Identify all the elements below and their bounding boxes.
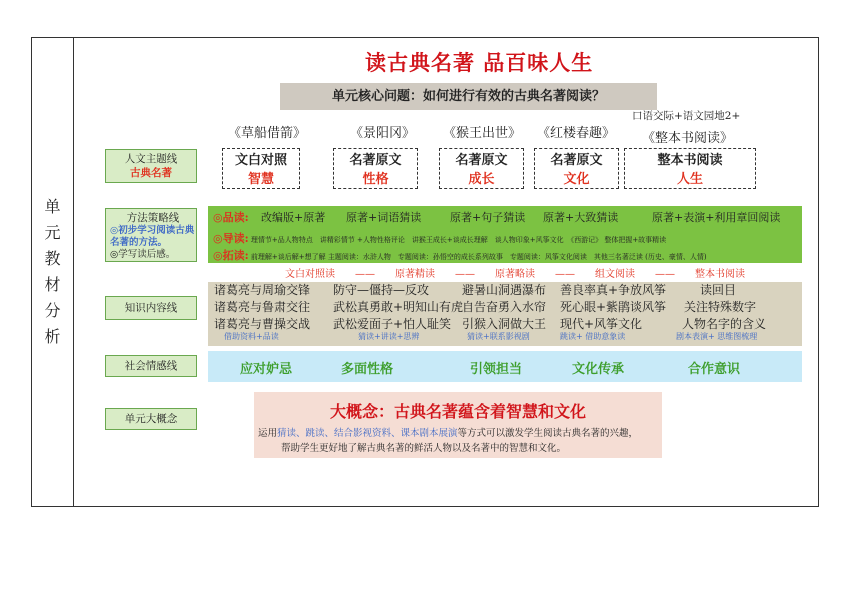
big-concept-line1: [258, 425, 638, 439]
knowledge-footer: 猜读+讲读+思辨: [358, 332, 420, 341]
knowledge-item: 善良率真+争放风筝: [560, 283, 667, 297]
pin-tag: ◎品读:: [213, 211, 249, 224]
text-span-highlight: 猜读、跳读、结合影视资料、课本剧本展演: [277, 428, 458, 439]
book-title: 《猴王出世》: [443, 126, 522, 141]
theme-card: [222, 148, 300, 189]
side-label: 单元教材分析: [44, 197, 61, 346]
book-title: 《草船借箭》: [228, 126, 307, 141]
knowledge-col: [462, 282, 546, 333]
pin-item: 原著+大致猜读: [543, 211, 619, 224]
social-item: 合作意识: [688, 362, 741, 377]
method-row-pin: [213, 209, 781, 225]
knowledge-item: 死心眼+紫鹃谈风筝: [560, 300, 667, 314]
theme-card: [439, 148, 524, 189]
dao-tag: ◎导读:: [213, 232, 249, 245]
label-text: 人文主题线: [124, 153, 178, 165]
books-note: 口语交际+语文园地2+: [632, 110, 741, 122]
knowledge-item: 引猴入洞做大王: [462, 317, 547, 331]
side-label-cell: [32, 38, 74, 506]
knowledge-col: [214, 282, 310, 333]
knowledge-footer: 借助资料+品读: [224, 332, 279, 341]
card-bottom: 成长: [468, 172, 495, 187]
page-title: 读古典名著 品百味人生: [365, 50, 594, 75]
knowledge-block: [208, 282, 802, 346]
social-item: 文化传承: [572, 362, 625, 377]
social-item: 引领担当: [470, 362, 523, 377]
knowledge-col: [333, 282, 463, 333]
knowledge-item: 现代+风筝文化: [560, 317, 643, 331]
card-bottom: 人生: [676, 172, 703, 187]
tuo-text: 前理解+谈后解+想了解 主题阅读：水浒人物 专题阅读：孙悟空的成长系列故事 专题阅读：风筝文化阅读 其他三名著泛读 (历史、豪情、人情): [250, 253, 707, 261]
method-block: [208, 206, 802, 263]
label-text: 知识内容线: [124, 302, 178, 314]
knowledge-item: 避暑山洞遇瀑布: [462, 283, 547, 297]
theme-card: [333, 148, 418, 189]
label-text: 方法策略线: [126, 212, 180, 224]
card-top: 名著原文: [455, 153, 508, 168]
label-humanistic: [105, 149, 197, 183]
label-text: 单元大概念: [124, 413, 178, 425]
label-social: [105, 355, 197, 377]
method-row-dao: [213, 230, 666, 246]
theme-card: [534, 148, 619, 189]
knowledge-item: 诸葛亮与曹操交战: [214, 317, 311, 331]
pin-item: 原著+词语猜读: [346, 211, 422, 224]
card-top: 文白对照: [234, 153, 287, 168]
theme-card: [624, 148, 756, 189]
tuo-tag: ◎拓读:: [213, 249, 249, 262]
knowledge-item: 自告奋勇入水帘: [462, 300, 547, 314]
reading-progression: 文白对照读 —— 原著精读 —— 原著略读 —— 组文阅读 —— 整本书阅读: [285, 269, 745, 280]
knowledge-item: 武松爱面子+怕人耻笑: [333, 317, 452, 331]
pin-item: 改编版+原著: [261, 211, 326, 224]
card-top: 名著原文: [550, 153, 603, 168]
book-title: 《景阳冈》: [350, 126, 416, 141]
label-knowledge: [105, 296, 197, 320]
big-concept-line2: 帮助学生更好地了解古典名著的鲜活人物以及名著中的智慧和文化。: [281, 443, 567, 454]
dao-text: 理情节+品人物特点 讲精彩情节 +人物性格评论 讲猴王成长+谈成长理解 谈人物印象+风筝文化 《西游记》 整体把握+故事精读: [250, 236, 667, 244]
knowledge-item: 武松真勇敢+明知山有虎: [333, 300, 464, 314]
card-top: 整本书阅读: [657, 153, 723, 168]
label-subtext: 古典名著: [130, 167, 172, 179]
knowledge-footer: 跳读+ 借助意象读: [560, 332, 626, 341]
knowledge-item: 关注特殊数字: [684, 300, 757, 314]
label-text: 社会情感线: [124, 360, 178, 372]
text-span: 运用: [258, 428, 278, 439]
label-subtext: ◎初步学习阅读古典名著的方法。: [110, 225, 195, 248]
social-block: [208, 351, 802, 382]
social-item: 多面性格: [341, 362, 394, 377]
card-bottom: 性格: [362, 172, 389, 187]
knowledge-footer: 猜读+联系影视剧: [467, 332, 530, 341]
label-method: [105, 208, 197, 262]
social-item: 应对妒忌: [240, 362, 293, 377]
card-bottom: 文化: [563, 172, 590, 187]
knowledge-item: 人物名字的含义: [682, 317, 767, 331]
book-title: 《红楼春趣》: [537, 126, 616, 141]
method-row-tuo: [213, 247, 707, 263]
knowledge-item: 诸葛亮与鲁肃交往: [214, 300, 311, 314]
knowledge-item: 诸葛亮与周瑜交锋: [214, 283, 311, 297]
card-bottom: 智慧: [247, 172, 274, 187]
label-subtext: ◎学写读后感。: [110, 249, 176, 260]
knowledge-footer: 剧本表演+ 思维图梳理: [676, 332, 758, 341]
big-concept-block: [254, 392, 662, 458]
big-concept-title: 大概念：古典名著蕴含着智慧和文化: [329, 402, 586, 421]
book-title: 《整本书阅读》: [642, 131, 734, 146]
pin-item: 原著+句子猜读: [450, 211, 526, 224]
knowledge-col: [560, 282, 666, 333]
pin-item: 原著+表演+利用章回阅读: [652, 211, 781, 224]
text-span: 等方式可以激发学生阅读古典名著的兴趣，: [457, 428, 639, 439]
card-top: 名著原文: [349, 153, 402, 168]
knowledge-col: [682, 282, 766, 333]
knowledge-item: 读回目: [700, 283, 737, 297]
label-concept: [105, 408, 197, 430]
knowledge-item: 防守—僵持—反攻: [333, 283, 430, 297]
core-question: 单元核心问题：如何进行有效的古典名著阅读？: [280, 83, 657, 110]
